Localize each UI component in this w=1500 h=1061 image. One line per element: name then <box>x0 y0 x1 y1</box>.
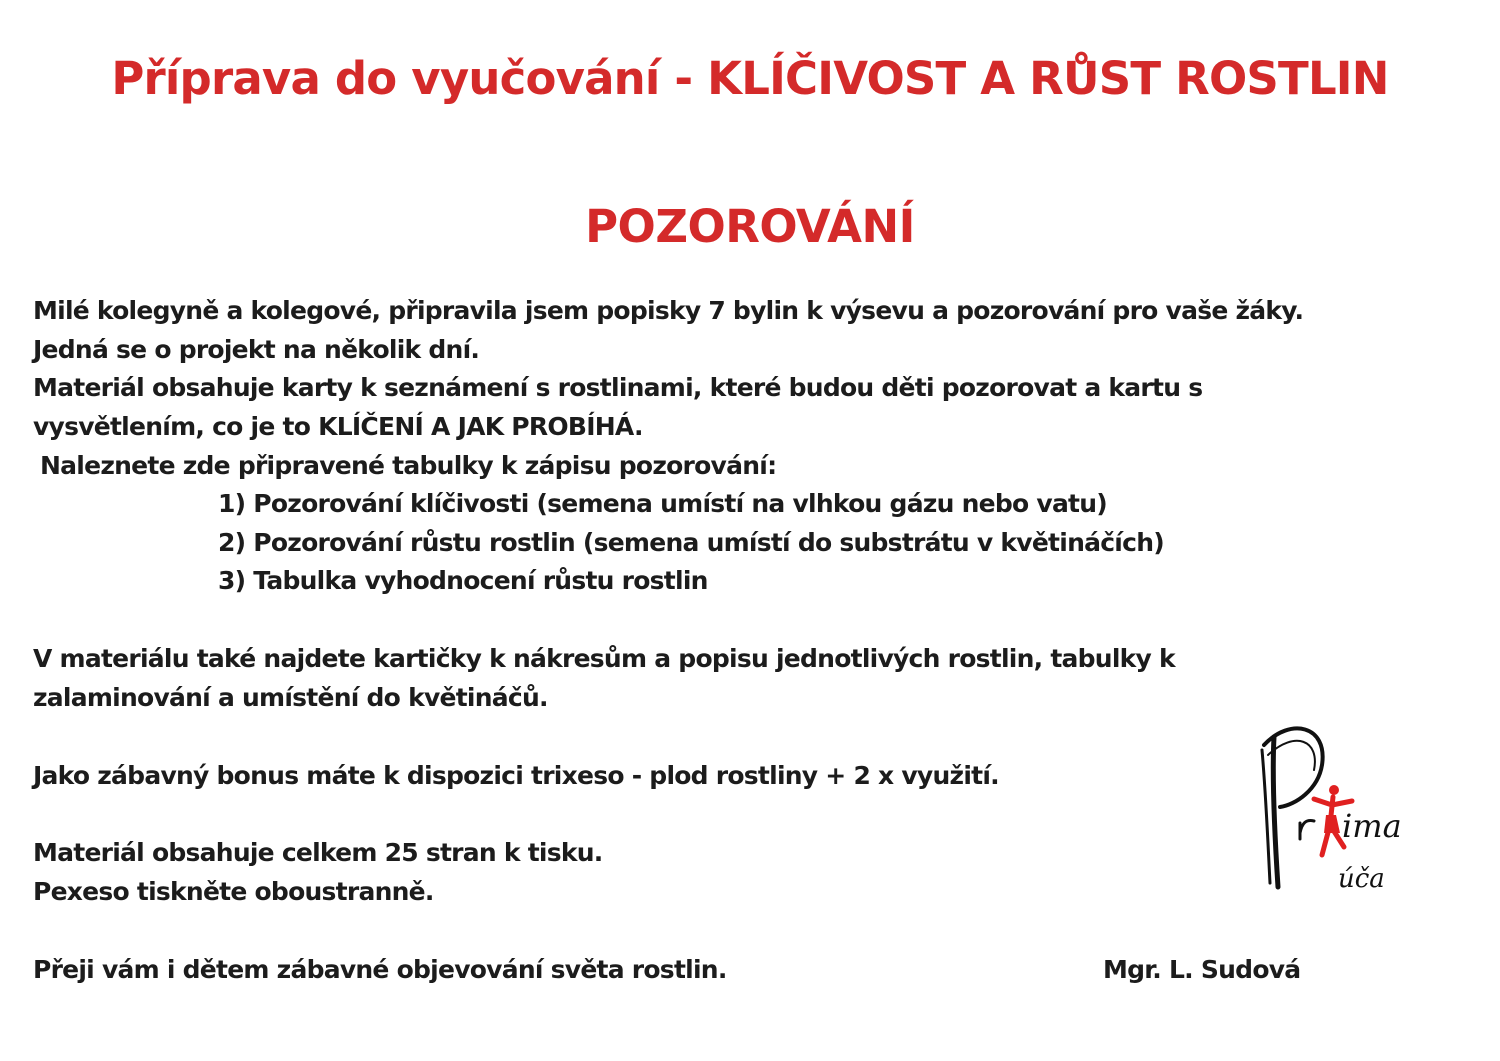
logo-p-stem <box>1273 737 1278 887</box>
print-line: Pexeso tiskněte oboustranně. <box>33 877 434 906</box>
intro-line-2: Jedná se o projekt na několik dní. <box>33 335 480 364</box>
logo-text-sub: úča <box>1338 864 1385 894</box>
cards-line-2: zalaminování a umístění do květináčů. <box>33 683 548 712</box>
page-subtitle: POZOROVÁNÍ <box>585 200 915 253</box>
pages-line: Materiál obsahuje celkem 25 stran k tisku. <box>33 838 603 867</box>
cards-line-1: V materiálu také najdete kartičky k nákresům a popisu jednotlivých rostlin, tabulky k <box>33 644 1175 673</box>
bonus-line: Jako zábavný bonus máte k dispozici trixeso - plod rostliny + 2 x využití. <box>33 761 999 790</box>
material-line-1: Materiál obsahuje karty k seznámení s rostlinami, které budou děti pozorovat a kartu s <box>33 373 1203 402</box>
signature: Mgr. L. Sudová <box>1103 955 1301 984</box>
logo-p-stem-2 <box>1262 750 1270 883</box>
intro-line-1: Milé kolegyně a kolegové, připravila jsem popisky 7 bylin k výsevu a pozorování pro vaše žáky. <box>33 296 1304 325</box>
prima-uca-logo <box>1240 715 1415 905</box>
material-line-2: vysvětlením, co je to KLÍČENÍ A JAK PROBÍHÁ. <box>33 412 643 441</box>
table-item-2: 2) Pozorování růstu rostlin (semena umístí do substrátu v květináčích) <box>218 528 1164 557</box>
logo-text-main: ima <box>1342 807 1402 845</box>
logo-r <box>1300 821 1314 834</box>
logo-dancer-head <box>1329 785 1339 795</box>
page-title: Příprava do vyučování - KLÍČIVOST A RŮST ROSTLIN <box>111 52 1389 105</box>
closing-line: Přeji vám i dětem zábavné objevování světa rostlin. <box>33 955 727 984</box>
tables-intro: Naleznete zde připravené tabulky k zápisu pozorování: <box>40 451 777 480</box>
table-item-1: 1) Pozorování klíčivosti (semena umístí na vlhkou gázu nebo vatu) <box>218 489 1107 518</box>
table-item-3: 3) Tabulka vyhodnocení růstu rostlin <box>218 566 708 595</box>
